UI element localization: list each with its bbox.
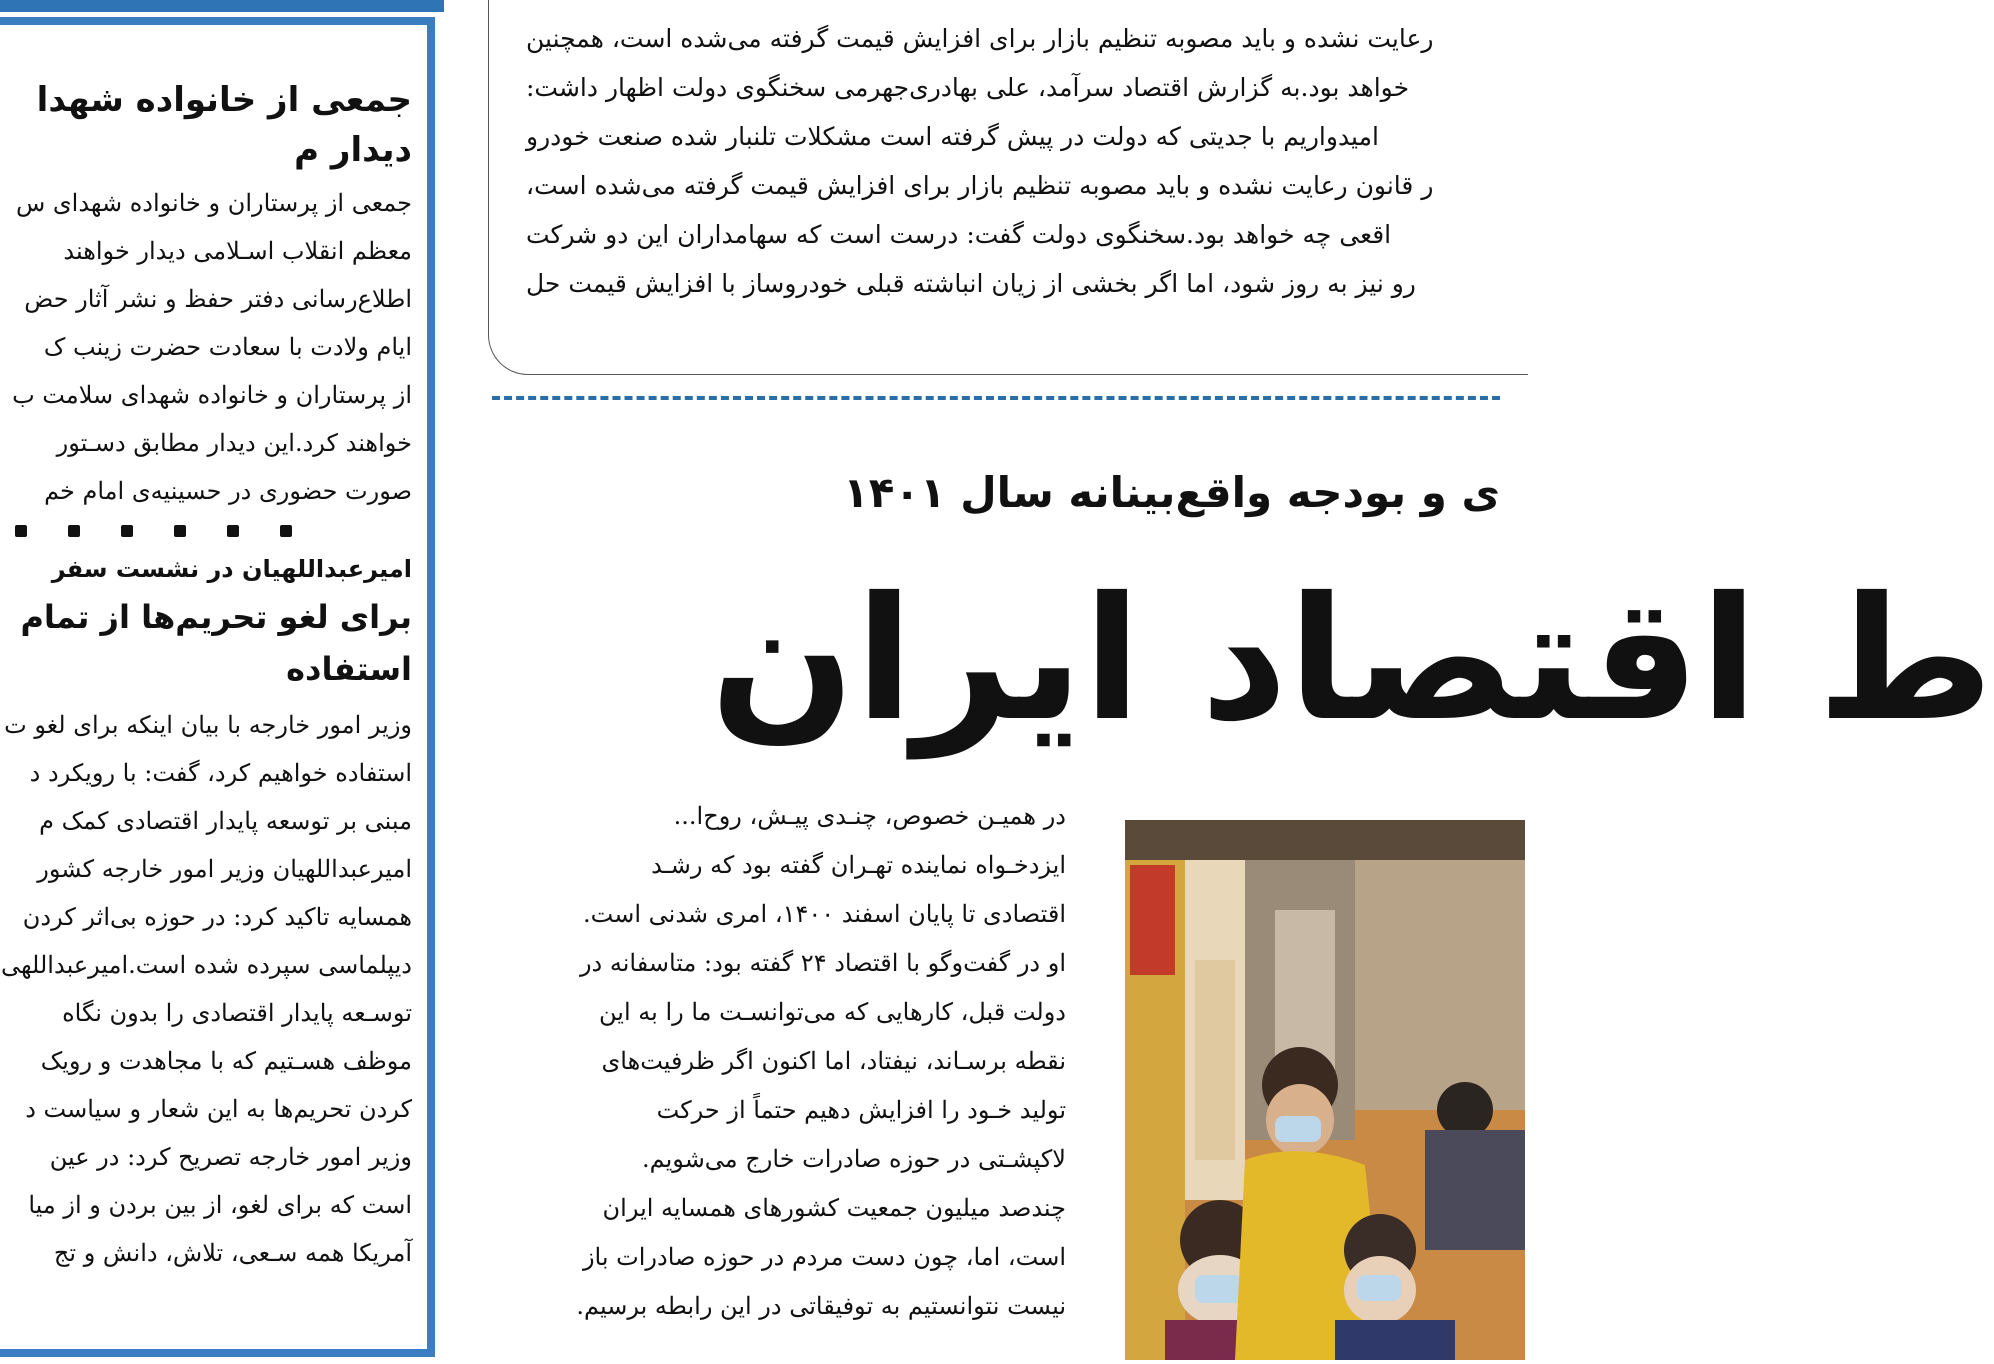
article-line: او در گفت‌وگو با اقتصاد ۲۴ گفته بود: متاسفانه در bbox=[579, 949, 1066, 977]
story2-body-line: آمریکا همه سـعی، تلاش، دانش و تج bbox=[53, 1239, 412, 1267]
main-title-wrap bbox=[700, 560, 1994, 780]
story2-headline-line1: برای لغو تحریم‌ها از تمام bbox=[20, 598, 412, 636]
story2-body-line: همسایه تاکید کرد: در حوزه بی‌اثر کردن bbox=[22, 903, 412, 931]
article-line: تولید خـود را افزایش دهیم حتماً از حرکت bbox=[656, 1096, 1066, 1124]
story1-body-line: اطلاع‌رسانی دفتر حفظ و نشر آثار حض bbox=[24, 285, 412, 313]
top-article-text bbox=[520, 0, 1500, 300]
story2-headline-line2: استفاده bbox=[286, 650, 412, 688]
story1-body-line: از پرستاران و خانواده شهدای سلامت ب bbox=[12, 381, 412, 409]
story2-body-line: است که برای لغو، از بین بردن و از میا bbox=[28, 1191, 412, 1219]
article-line: لاکپشـتی در حوزه صادرات خارج می‌شویم. bbox=[642, 1145, 1066, 1173]
story2-body-line: توسـعه پایدار اقتصادی را بدون نگاه bbox=[62, 999, 412, 1027]
top-band bbox=[0, 0, 444, 12]
main-supertitle: ی و بودجه واقع‌بینانه سال ۱۴۰۱ bbox=[843, 468, 1500, 517]
story2-body-line: وزیر امور خارجه تصریح کرد: در عین bbox=[49, 1143, 412, 1171]
box-line: رو نیز به روز شود، اما اگر بخشی از زیان انباشته قبلی خودروساز با افزایش قیمت حل bbox=[526, 269, 1416, 298]
article-line: اقتصادی تا پایان اسفند ۱۴۰۰، امری شدنی است. bbox=[583, 900, 1066, 928]
story2-body-line: موظف هسـتیم که با مجاهدت و رویک bbox=[40, 1047, 412, 1075]
story1-headline-line1: جمعی از خانواده شهدا bbox=[36, 80, 412, 120]
main-title: ط اقتصاد ایران bbox=[710, 561, 1994, 759]
story1-body-line: ایام ولادت با سعادت حضرت زینب ک bbox=[43, 333, 412, 361]
story2-body-line: کردن تحریم‌ها به این شعار و سیاست د bbox=[25, 1095, 412, 1123]
story1-body-line: خواهند کرد.این دیدار مطابق دسـتور bbox=[56, 429, 412, 457]
article-line: چندصد میلیون جمعیت کشورهای همسایه ایران bbox=[602, 1194, 1066, 1222]
dot-separator bbox=[0, 515, 412, 547]
article-line: نیست نتوانستیم به توفیقاتی در این رابطه برسیم. bbox=[576, 1292, 1066, 1320]
box-line: رعایت نشده و باید مصوبه تنظیم بازار برای افزایش قیمت گرفته می‌شده است، همچنین bbox=[526, 24, 1434, 53]
story1-body-line: معظم انقلاب اسـلامی دیدار خواهند bbox=[63, 237, 412, 265]
article-line: است، اما، چون دست مردم در حوزه صادرات باز bbox=[582, 1243, 1066, 1271]
story2-body-line: دیپلماسی سپرده شده است.امیرعبداللهی bbox=[0, 951, 412, 979]
market-photo-illustration bbox=[1125, 820, 1525, 1360]
story1-headline-line2: دیدار م bbox=[294, 130, 412, 170]
article-line: ایزدخـواه نماینده تهـران گفته بود که رشـد bbox=[651, 851, 1066, 879]
box-line: امیدواریم با جدیتی که دولت در پیش گرفته است مشکلات تلنبار شده صنعت خودرو bbox=[526, 122, 1379, 151]
dashed-divider bbox=[492, 396, 1500, 400]
story1-body-line: جمعی از پرستاران و خانواده شهدای س bbox=[15, 189, 412, 217]
article-line: دولت قبل، کارهایی که می‌توانسـت ما را به این bbox=[599, 998, 1066, 1026]
main-article-body bbox=[490, 792, 1066, 1333]
story2-body-line: استفاده خواهیم کرد، گفت: با رویکرد د bbox=[29, 759, 412, 787]
story2-body-line: مبنی بر توسعه پایدار اقتصادی کمک م bbox=[39, 807, 412, 835]
story2-kicker: امیرعبداللهیان در نشست سفر bbox=[51, 555, 412, 583]
story1-body-line: صورت حضوری در حسینیه‌ی امام خم bbox=[44, 477, 412, 505]
story2-body-line: وزیر امور خارجه با بیان اینکه برای لغو ت bbox=[4, 711, 412, 739]
article-line: در همیـن خصوص، چنـدی پیـش، روح‌ا... bbox=[673, 802, 1066, 830]
box-line: ر قانون رعایت نشده و باید مصوبه تنظیم بازار برای افزایش قیمت گرفته می‌شده است، bbox=[526, 171, 1434, 200]
left-column-content bbox=[0, 20, 412, 1277]
box-line: خواهد بود.به گزارش اقتصاد سرآمد، علی بهادری‌جهرمی سخنگوی دولت اظهار داشت: bbox=[526, 73, 1410, 102]
main-supertitle-wrap bbox=[843, 468, 1500, 538]
box-line: اقعی چه خواهد بود.سخنگوی دولت گفت: درست است که سهامداران این دو شرکت bbox=[526, 220, 1392, 249]
story2-body-line: امیرعبداللهیان وزیر امور خارجه کشور bbox=[37, 855, 412, 883]
left-column bbox=[0, 0, 444, 1333]
market-photo bbox=[1125, 820, 1525, 1360]
article-line: نقطه برسـاند، نیفتاد، اما اکنون اگر ظرفیت‌های bbox=[601, 1047, 1066, 1075]
